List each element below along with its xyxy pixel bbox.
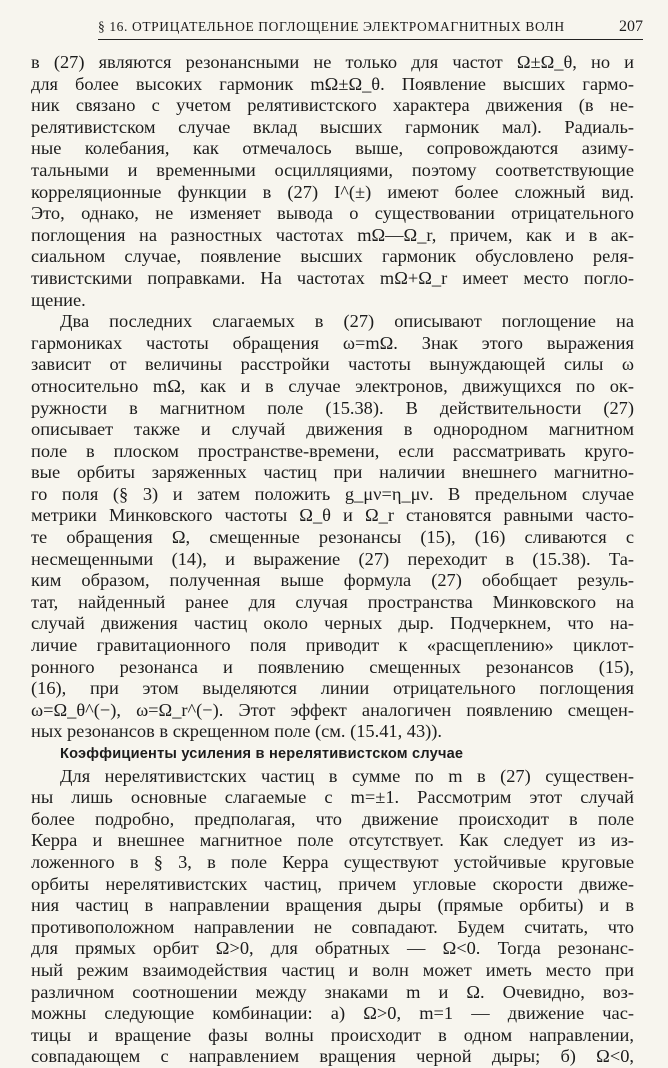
- text-line: тальными и временными осцилляциями, поэтому соответствующие: [31, 159, 634, 180]
- text-line: различном соотношении между знаками m и Ω. Очевидно, воз-: [31, 981, 634, 1002]
- text-line: ким образом, полученная выше формула (27) обобщает резуль-: [31, 570, 634, 591]
- text-line: ные колебания, как отмечалось выше, сопровождаются азиму-: [31, 138, 634, 159]
- text-line: поле в плоском пространстве-времени, если рассматривать круго-: [31, 440, 634, 461]
- text-line: ный режим взаимодействия частиц и волн может иметь место при: [31, 959, 634, 980]
- text-line: более подробно, предполагая, что движение происходит в поле: [31, 808, 634, 829]
- text-line: в (27) являются резонансными не только для частот Ω±Ω_θ, но и: [31, 52, 634, 72]
- text-line: личие гравитационного поля приводит к «расщеплению» циклот-: [31, 635, 634, 656]
- text-line: ны лишь основные слагаемые с m=±1. Рассмотрим этот случай: [31, 787, 634, 808]
- text-line: релятивистском случае вклад высших гармоник мал). Радиаль-: [31, 116, 634, 137]
- section-heading: Коэффициенты усиления в нерелятивистском случае: [60, 746, 464, 762]
- text-line: те обращения Ω, смещенные резонансы (15), (16) сливаются с: [31, 527, 634, 548]
- text-line: для прямых орбит Ω>0, для обратных — Ω<0. Тогда резонанс-: [31, 938, 634, 959]
- text-line: гармониках частоты обращения ω=mΩ. Знак этого выражения: [31, 332, 634, 353]
- text-line: зависит от величины расстройки частоты вынуждающей силы ω: [31, 354, 634, 375]
- text-body: [31, 52, 634, 1068]
- text-line: можны следующие комбинации: а) Ω>0, m=1 — движение час-: [31, 1003, 634, 1024]
- text-line: Керра и внешнее магнитное поле отсутствует. Как следует из из-: [31, 830, 634, 851]
- text-line: Для нерелятивистских частиц в сумме по m в (27) существен-: [60, 765, 634, 786]
- running-title: § 16. ОТРИЦАТЕЛЬНОЕ ПОГЛОЩЕНИЕ ЭЛЕКТРОМАГНИТНЫХ ВОЛН: [98, 19, 565, 34]
- text-line: тат, найденный ранее для случая пространства Минковского на: [31, 591, 634, 612]
- text-line: корреляционные функции в (27) I^(±) имеют более сложный вид.: [31, 181, 634, 202]
- text-line: противоположном направлении не совпадают. Будем считать, что: [31, 916, 634, 937]
- text-line: описывает также и случай движения в однородном магнитном: [31, 419, 634, 440]
- text-line: тивистскими поправками. На частотах mΩ+Ω_r имеет место погло-: [31, 267, 634, 288]
- text-line: ния частиц в направлении вращения дыры (прямые орбиты) и в: [31, 895, 634, 916]
- text-line: совпадающем с направлением вращения черной дыры; б) Ω<0,: [31, 1046, 634, 1067]
- text-line: ω=Ω_θ^(−), ω=Ω_r^(−). Этот эффект аналогичен появлению смещен-: [31, 699, 634, 720]
- text-line: вые орбиты заряженных частиц при наличии внешнего магнитно-: [31, 462, 634, 483]
- text-line: щение.: [31, 289, 86, 310]
- text-line: метрики Минковского частоты Ω_θ и Ω_r становятся равными часто-: [31, 505, 634, 526]
- text-line: (16), при этом выделяются линии отрицательного поглощения: [31, 678, 634, 699]
- text-line: для более высоких гармоник mΩ±Ω_θ. Появление высших гармо-: [31, 73, 634, 94]
- text-line: поглощения на разностных частотах mΩ—Ω_r, причем, как и в ак-: [31, 224, 634, 245]
- text-line: сиальном случае, появление высших гармоник обусловлено реля-: [31, 246, 634, 267]
- text-line: го поля (§ 3) и затем положить g_μν=η_μν. В предельном случае: [31, 483, 634, 504]
- text-line: ник связано с учетом релятивистского характера движения (в не-: [31, 95, 634, 116]
- text-line: орбиты нерелятивистских частиц, причем угловые скорости движе-: [31, 873, 634, 894]
- text-line: Два последних слагаемых в (27) описывают поглощение на: [60, 311, 634, 332]
- text-line: несмещенными (14), и выражение (27) переходит в (15.38). Та-: [31, 548, 634, 569]
- text-line: ных резонансов в скрещенном поле (см. (15.41, 43)).: [31, 721, 443, 742]
- text-line: ружности в магнитном поле (15.38). В действительности (27): [31, 397, 634, 418]
- text-line: ронного резонанса и появлению смещенных резонансов (15),: [31, 656, 634, 677]
- text-line: случай движения частиц около черных дыр. Подчеркнем, что на-: [31, 613, 634, 634]
- page-number: 207: [619, 18, 643, 35]
- text-line: относительно mΩ, как и в случае электронов, движущихся по ок-: [31, 375, 634, 396]
- running-header: [98, 18, 643, 40]
- text-line: тицы и вращение фазы волны происходит в одном направлении,: [31, 1024, 634, 1045]
- text-line: ложенного в § 3, в поле Керра существуют устойчивые круговые: [31, 851, 634, 872]
- text-line: Это, однако, не изменяет вывода о существовании отрицательного: [31, 203, 634, 224]
